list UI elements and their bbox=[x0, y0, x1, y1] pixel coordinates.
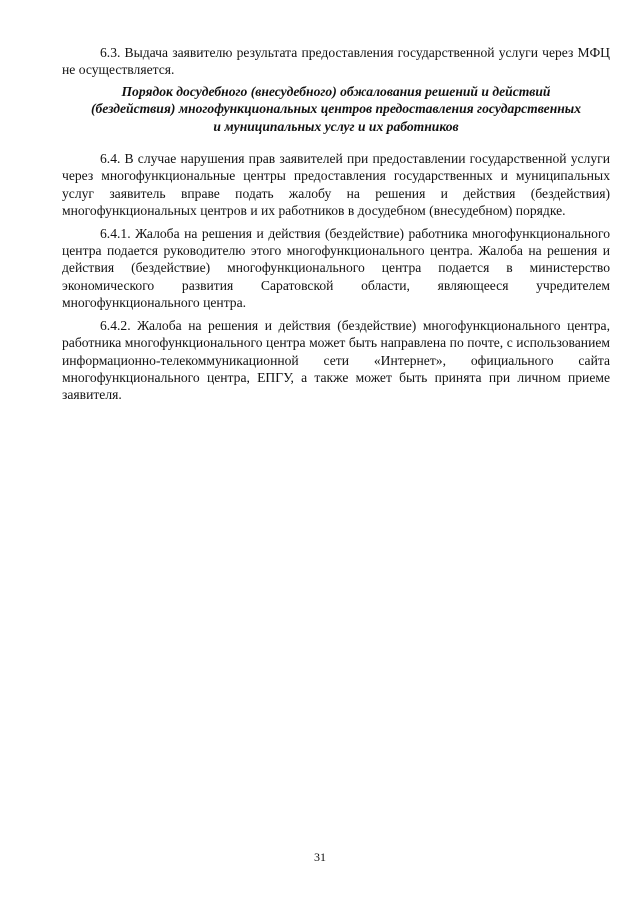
section-heading bbox=[62, 83, 610, 135]
paragraph-6-3: 6.3. Выдача заявителю результата предоставления государственной услуги через МФЦ не осуществляется. bbox=[62, 45, 610, 78]
paragraph-6-4-1: 6.4.1. Жалоба на решения и действия (бездействие) работника многофункционального центра подается руководителю этого многофункционального центра. Жалоба на решения и действия (бездействие) многофункционального центра подается в министерство экономического развития Саратовской области, являющееся учредителем многофункционального центра. bbox=[62, 225, 610, 311]
section-heading-line: и муниципальных услуг и их работников bbox=[213, 118, 459, 134]
document-body bbox=[62, 44, 610, 404]
section-heading-line: (бездействия) многофункциональных центров предоставления государственных bbox=[90, 101, 582, 117]
page-number: 31 bbox=[314, 850, 326, 864]
paragraph-6-4: 6.4. В случае нарушения прав заявителей при предоставлении государственной услуги через многофункциональные центры предоставления государственных и муниципальных услуг заявитель вправе подать жалобу на решения и действия (бездействия) многофункциональных центров и их работников в досудебном (внесудебном) порядке. bbox=[62, 151, 610, 219]
paragraph-6-4-2: 6.4.2. Жалоба на решения и действия (бездействие) многофункционального центра, работника многофункционального центра может быть направлена по почте, с использованием информационно-телекоммуникационной сети «Интернет», официального сайта многофункционального центра, ЕПГУ, а также может быть принята при личном приеме заявителя. bbox=[62, 317, 610, 403]
section-heading-line: Порядок досудебного (внесудебного) обжалования решений и действий bbox=[121, 83, 551, 99]
